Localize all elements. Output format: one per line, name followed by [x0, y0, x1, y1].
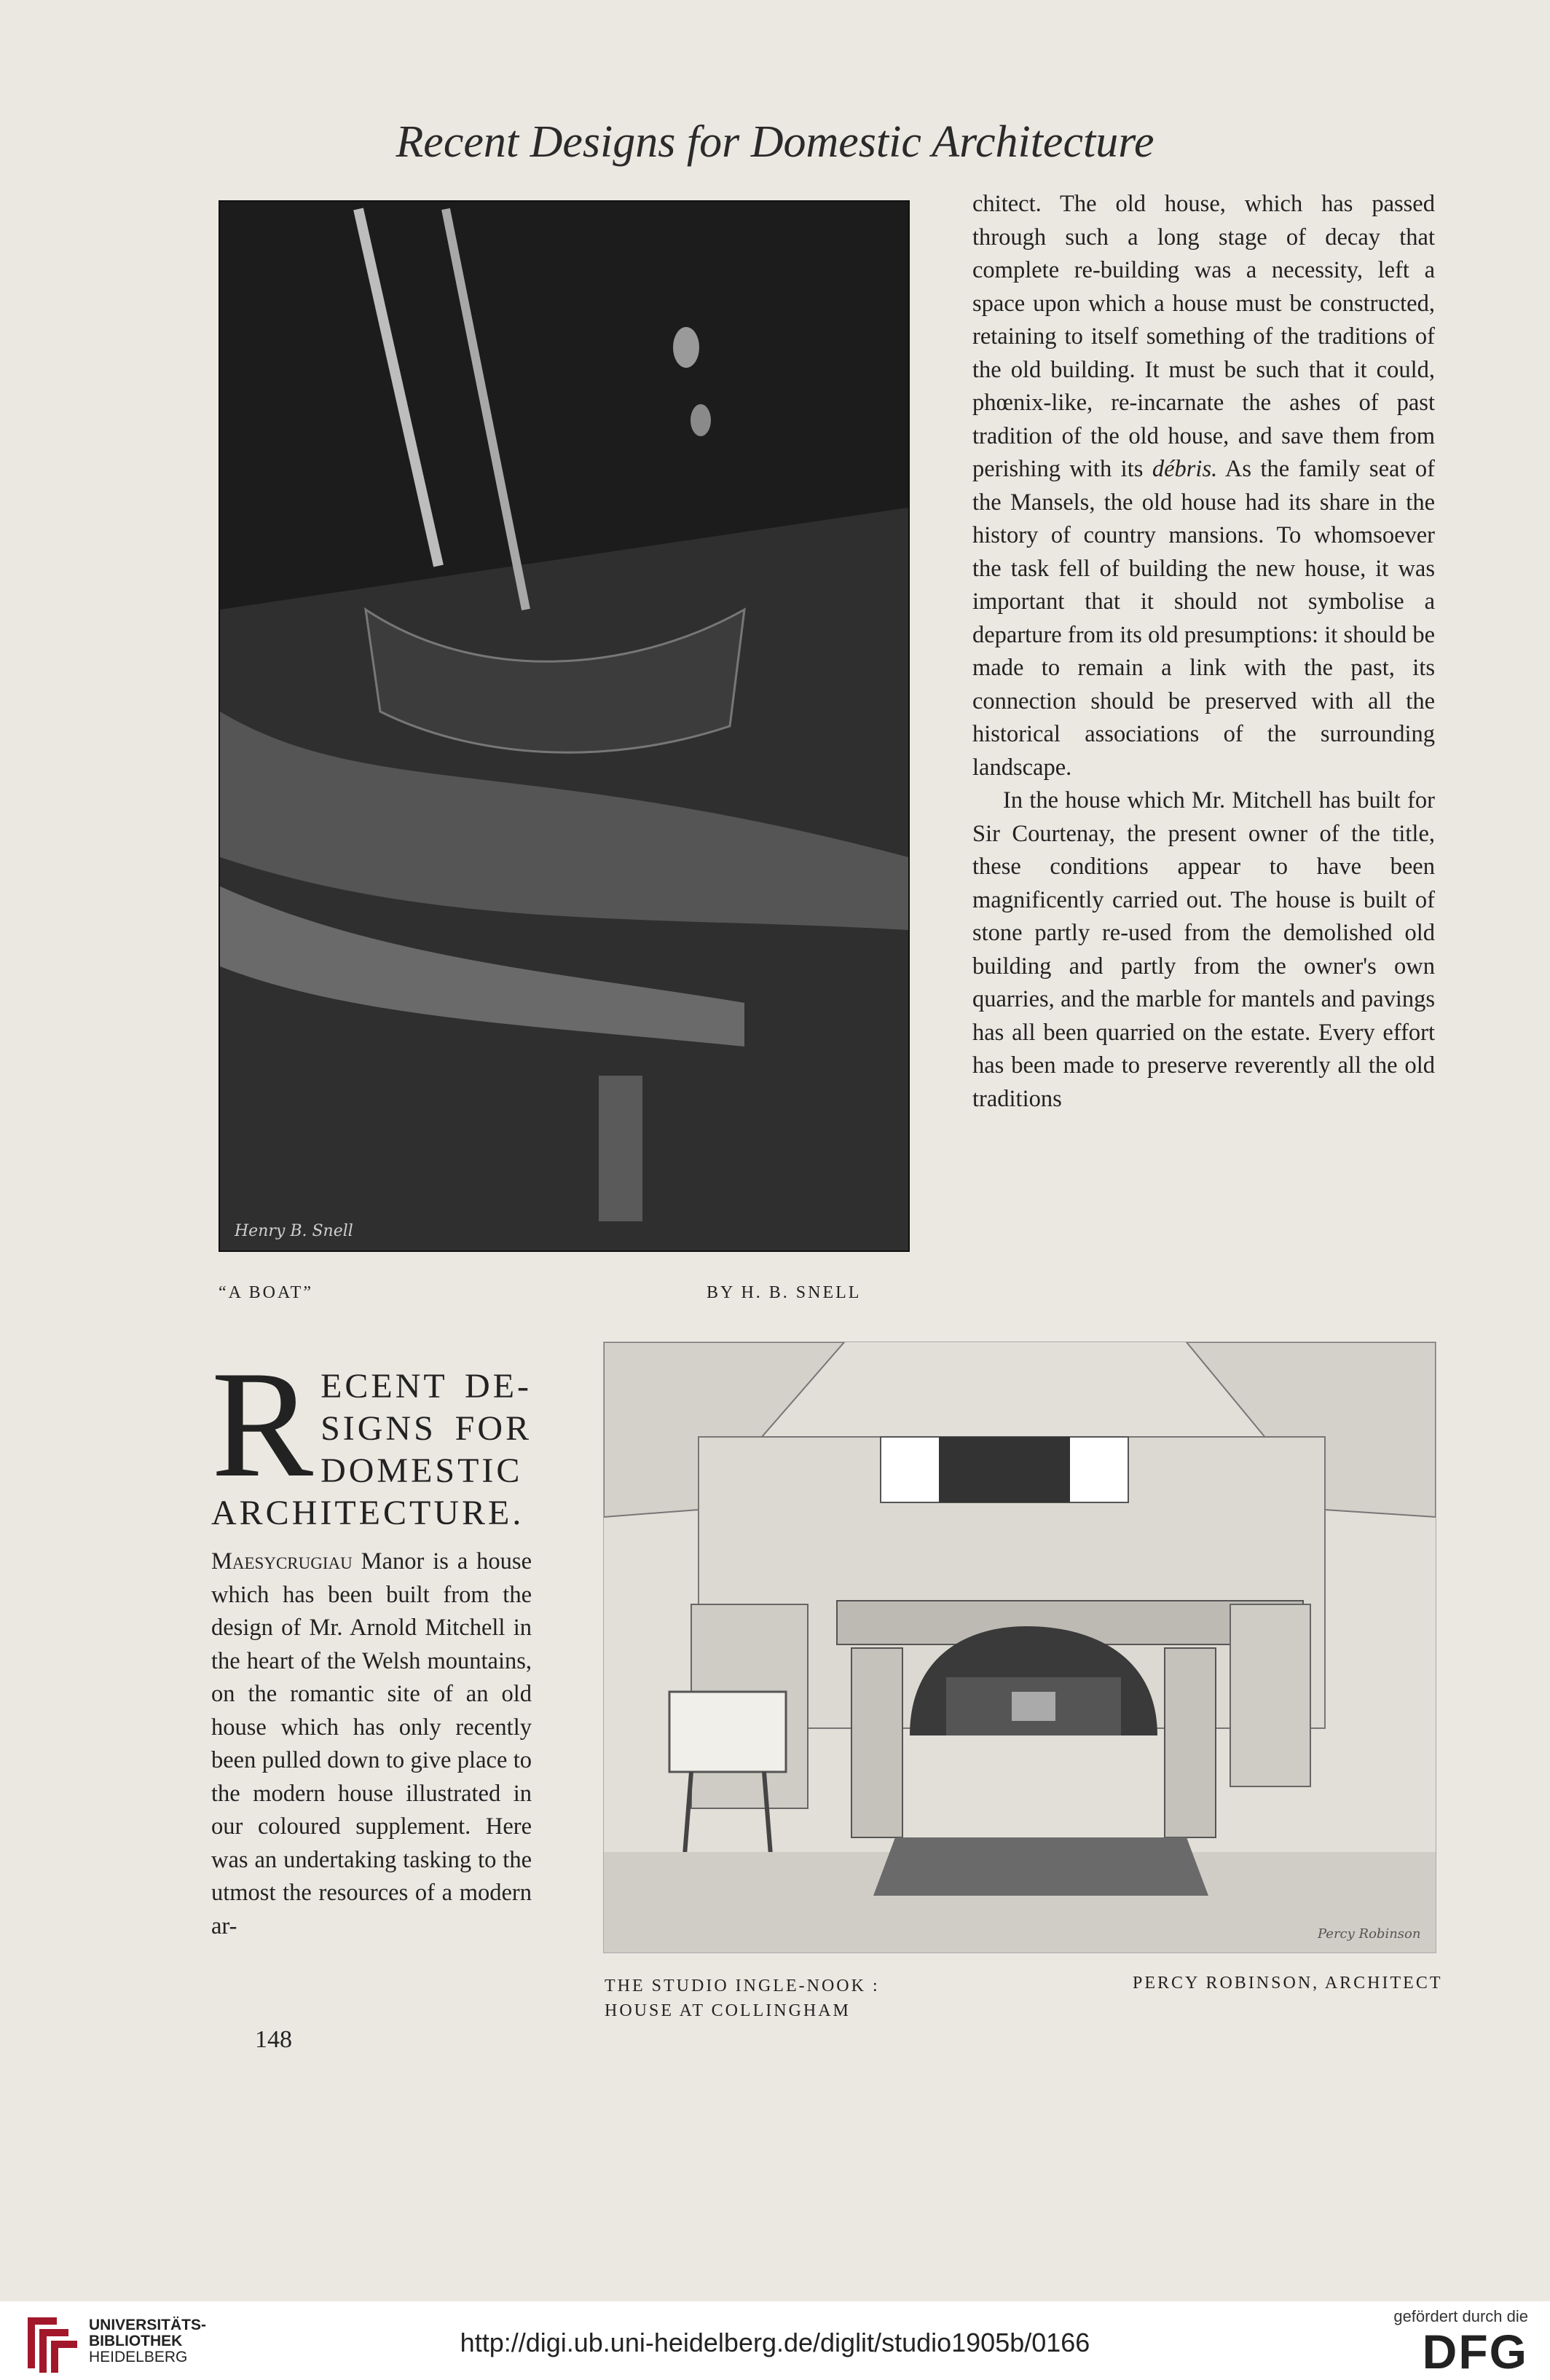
drawing-signature: Percy Robinson — [1318, 1926, 1421, 1942]
drop-cap: R — [211, 1340, 314, 1509]
figure2-caption-architect: PERCY ROBINSON, ARCHITECT — [1133, 1974, 1443, 1993]
right-paragraph-2: In the house which Mr. Mitchell has built for Sir Courtenay, the present owner of the title, these conditions appear to have been magnificently carried out. The house is built of stone partly re-used from the demolished old building and partly from the owner's own quarries, and the marble for mantels and pavings has all been quarried on the estate. Every effort has been made to preserve reverently all the old traditions — [972, 787, 1435, 1112]
ingle-nook-drawing-image — [603, 1341, 1436, 1953]
figure1-caption-artist: BY H. B. SNELL — [707, 1283, 862, 1302]
right-text-column — [972, 188, 1435, 1116]
figure1-caption-title: “A BOAT” — [219, 1283, 313, 1302]
boat-painting-image — [219, 200, 910, 1252]
article-heading — [211, 1340, 532, 1534]
heading-line-2: SIGNS FOR — [320, 1409, 532, 1448]
debris-italic: débris. — [1152, 456, 1218, 482]
running-head: Recent Designs for Domestic Architecture — [396, 117, 1154, 167]
left-paragraph: Maesycrugiau Manor is a house which has been built from the design of Mr. Arnold Mitchell in the heart of the Welsh mountains, on the romantic site of an old house which has only recently been pulled down to give place to the modern house illustrated in our coloured supplement. Here was an undertaking tasking to the utmost the resources of a modern ar- — [211, 1548, 532, 1939]
heading-line-1: ECENT DE- — [320, 1367, 532, 1406]
source-url-link[interactable]: http://digi.ub.uni-heidelberg.de/diglit/studio1905b/0166 — [460, 2328, 1090, 2357]
footer-bar — [0, 2301, 1550, 2380]
figure2-caption-title: THE STUDIO INGLE-NOOK : HOUSE AT COLLINGHAM — [605, 1977, 880, 2020]
smallcaps-opening: Maesycrugiau — [211, 1548, 353, 1575]
funded-by-text: gefördert durch die — [1393, 2307, 1528, 2325]
dfg-logo[interactable]: DFG — [1422, 2325, 1528, 2379]
left-text-column — [211, 1545, 532, 1943]
heading-line-4: ARCHITECTURE. — [211, 1494, 524, 1532]
heading-line-3: DOMESTIC — [320, 1451, 523, 1490]
painting-signature: Henry B. Snell — [235, 1222, 353, 1240]
library-name: UNIVERSITÄTS- BIBLIOTHEK HEIDELBERG — [89, 2317, 207, 2365]
right-paragraph-1: chitect. The old house, which has passed through such a long stage of decay that complete re-building was a necessity, left a space upon which a house must be constructed, retaining to itself something of the traditions of the old building. It must be such that it could, phœnix-like, re-incarnate the ashes of past tradition of the old house, and save them from perishing with its débris. As the family seat of the Mansels, the old house had its share in the history of country mansions. To whomsoever the task fell of building the new house, it was important that it should not symbolise a departure from its old presumptions: it should be made to remain a link with the past, its connection should be preserved with all the historical associations of the surrounding landscape. — [972, 191, 1435, 781]
page-number: 148 — [255, 2026, 292, 2053]
